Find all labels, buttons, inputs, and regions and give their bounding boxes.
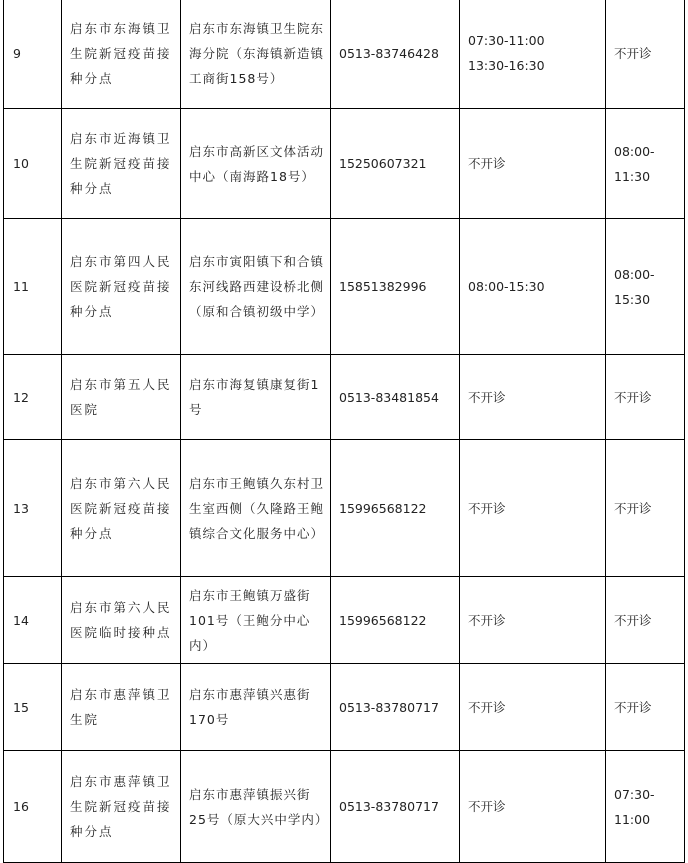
hours-line: 不开诊 xyxy=(468,156,506,171)
table-row xyxy=(4,355,685,440)
hours-day-1 xyxy=(460,577,606,664)
hours-line: 不开诊 xyxy=(614,612,652,628)
site-name: 启东市第六人民医院临时接种点 xyxy=(62,577,181,664)
table-row xyxy=(4,440,685,577)
hours-day-1 xyxy=(460,440,606,577)
hours-line: 08:00-15:30 xyxy=(468,279,545,294)
row-number: 10 xyxy=(4,109,62,219)
site-address: 启东市惠萍镇兴惠街170号 xyxy=(181,664,331,751)
row-number: 15 xyxy=(4,664,62,751)
contact-phone: 15851382996 xyxy=(331,219,460,355)
table-row xyxy=(4,664,685,751)
contact-phone: 0513-83780717 xyxy=(331,751,460,863)
hours-line: 不开诊 xyxy=(614,389,652,405)
hours-day-2 xyxy=(606,440,685,577)
site-name: 启东市近海镇卫生院新冠疫苗接种分点 xyxy=(62,109,181,219)
site-address: 启东市王鲍镇万盛街101号（王鲍分中心内） xyxy=(181,577,331,664)
site-name: 启东市惠萍镇卫生院新冠疫苗接种分点 xyxy=(62,751,181,863)
hours-day-1 xyxy=(460,664,606,751)
hours-day-1 xyxy=(460,0,606,109)
hours-line: 不开诊 xyxy=(468,500,506,516)
site-address: 启东市惠萍镇振兴街25号（原大兴中学内） xyxy=(181,751,331,863)
contact-phone: 15996568122 xyxy=(331,440,460,577)
table-body xyxy=(4,0,685,863)
table-row xyxy=(4,751,685,863)
site-name: 启东市第五人民医院 xyxy=(62,355,181,440)
hours-day-2 xyxy=(606,355,685,440)
table-row xyxy=(4,109,685,219)
hours-line: 不开诊 xyxy=(468,389,506,405)
site-name: 启东市惠萍镇卫生院 xyxy=(62,664,181,751)
vaccination-sites-table xyxy=(3,0,685,863)
hours-line: 07:30-11:00 xyxy=(614,786,655,827)
contact-phone: 0513-83780717 xyxy=(331,664,460,751)
contact-phone: 0513-83481854 xyxy=(331,355,460,440)
site-name: 启东市第四人民医院新冠疫苗接种分点 xyxy=(62,219,181,355)
row-number: 14 xyxy=(4,577,62,664)
contact-phone: 15250607321 xyxy=(331,109,460,219)
hours-day-2 xyxy=(606,577,685,664)
hours-line: 不开诊 xyxy=(468,699,506,715)
site-address: 启东市高新区文体活动中心（南海路18号） xyxy=(181,109,331,219)
hours-line: 不开诊 xyxy=(614,699,652,715)
site-address: 启东市东海镇卫生院东海分院（东海镇新造镇工商街158号） xyxy=(181,0,331,109)
table-row xyxy=(4,0,685,109)
hours-line: 08:00-11:30 xyxy=(614,143,655,184)
table-row xyxy=(4,577,685,664)
hours-line: 不开诊 xyxy=(468,799,506,814)
hours-line: 不开诊 xyxy=(468,612,506,628)
hours-day-2 xyxy=(606,219,685,355)
hours-line: 07:30-11:00 xyxy=(468,33,545,48)
hours-day-2 xyxy=(606,109,685,219)
site-name: 启东市东海镇卫生院新冠疫苗接种分点 xyxy=(62,0,181,109)
site-address: 启东市海复镇康复街1号 xyxy=(181,355,331,440)
hours-day-2 xyxy=(606,664,685,751)
site-address: 启东市王鲍镇久东村卫生室西侧（久隆路王鲍镇综合文化服务中心） xyxy=(181,440,331,577)
hours-line: 不开诊 xyxy=(614,45,652,61)
row-number: 9 xyxy=(4,0,62,109)
table-row xyxy=(4,219,685,355)
row-number: 16 xyxy=(4,751,62,863)
site-name: 启东市第六人民医院新冠疫苗接种分点 xyxy=(62,440,181,577)
site-address: 启东市寅阳镇下和合镇东河线路西建设桥北侧（原和合镇初级中学） xyxy=(181,219,331,355)
hours-line: 08:00-15:30 xyxy=(614,266,655,307)
contact-phone: 0513-83746428 xyxy=(331,0,460,109)
hours-line: 13:30-16:30 xyxy=(468,58,545,73)
contact-phone: 15996568122 xyxy=(331,577,460,664)
row-number: 12 xyxy=(4,355,62,440)
hours-day-1 xyxy=(460,355,606,440)
row-number: 11 xyxy=(4,219,62,355)
row-number: 13 xyxy=(4,440,62,577)
hours-day-1 xyxy=(460,219,606,355)
hours-day-2 xyxy=(606,751,685,863)
hours-day-2 xyxy=(606,0,685,109)
hours-line: 不开诊 xyxy=(614,500,652,516)
hours-day-1 xyxy=(460,751,606,863)
hours-day-1 xyxy=(460,109,606,219)
